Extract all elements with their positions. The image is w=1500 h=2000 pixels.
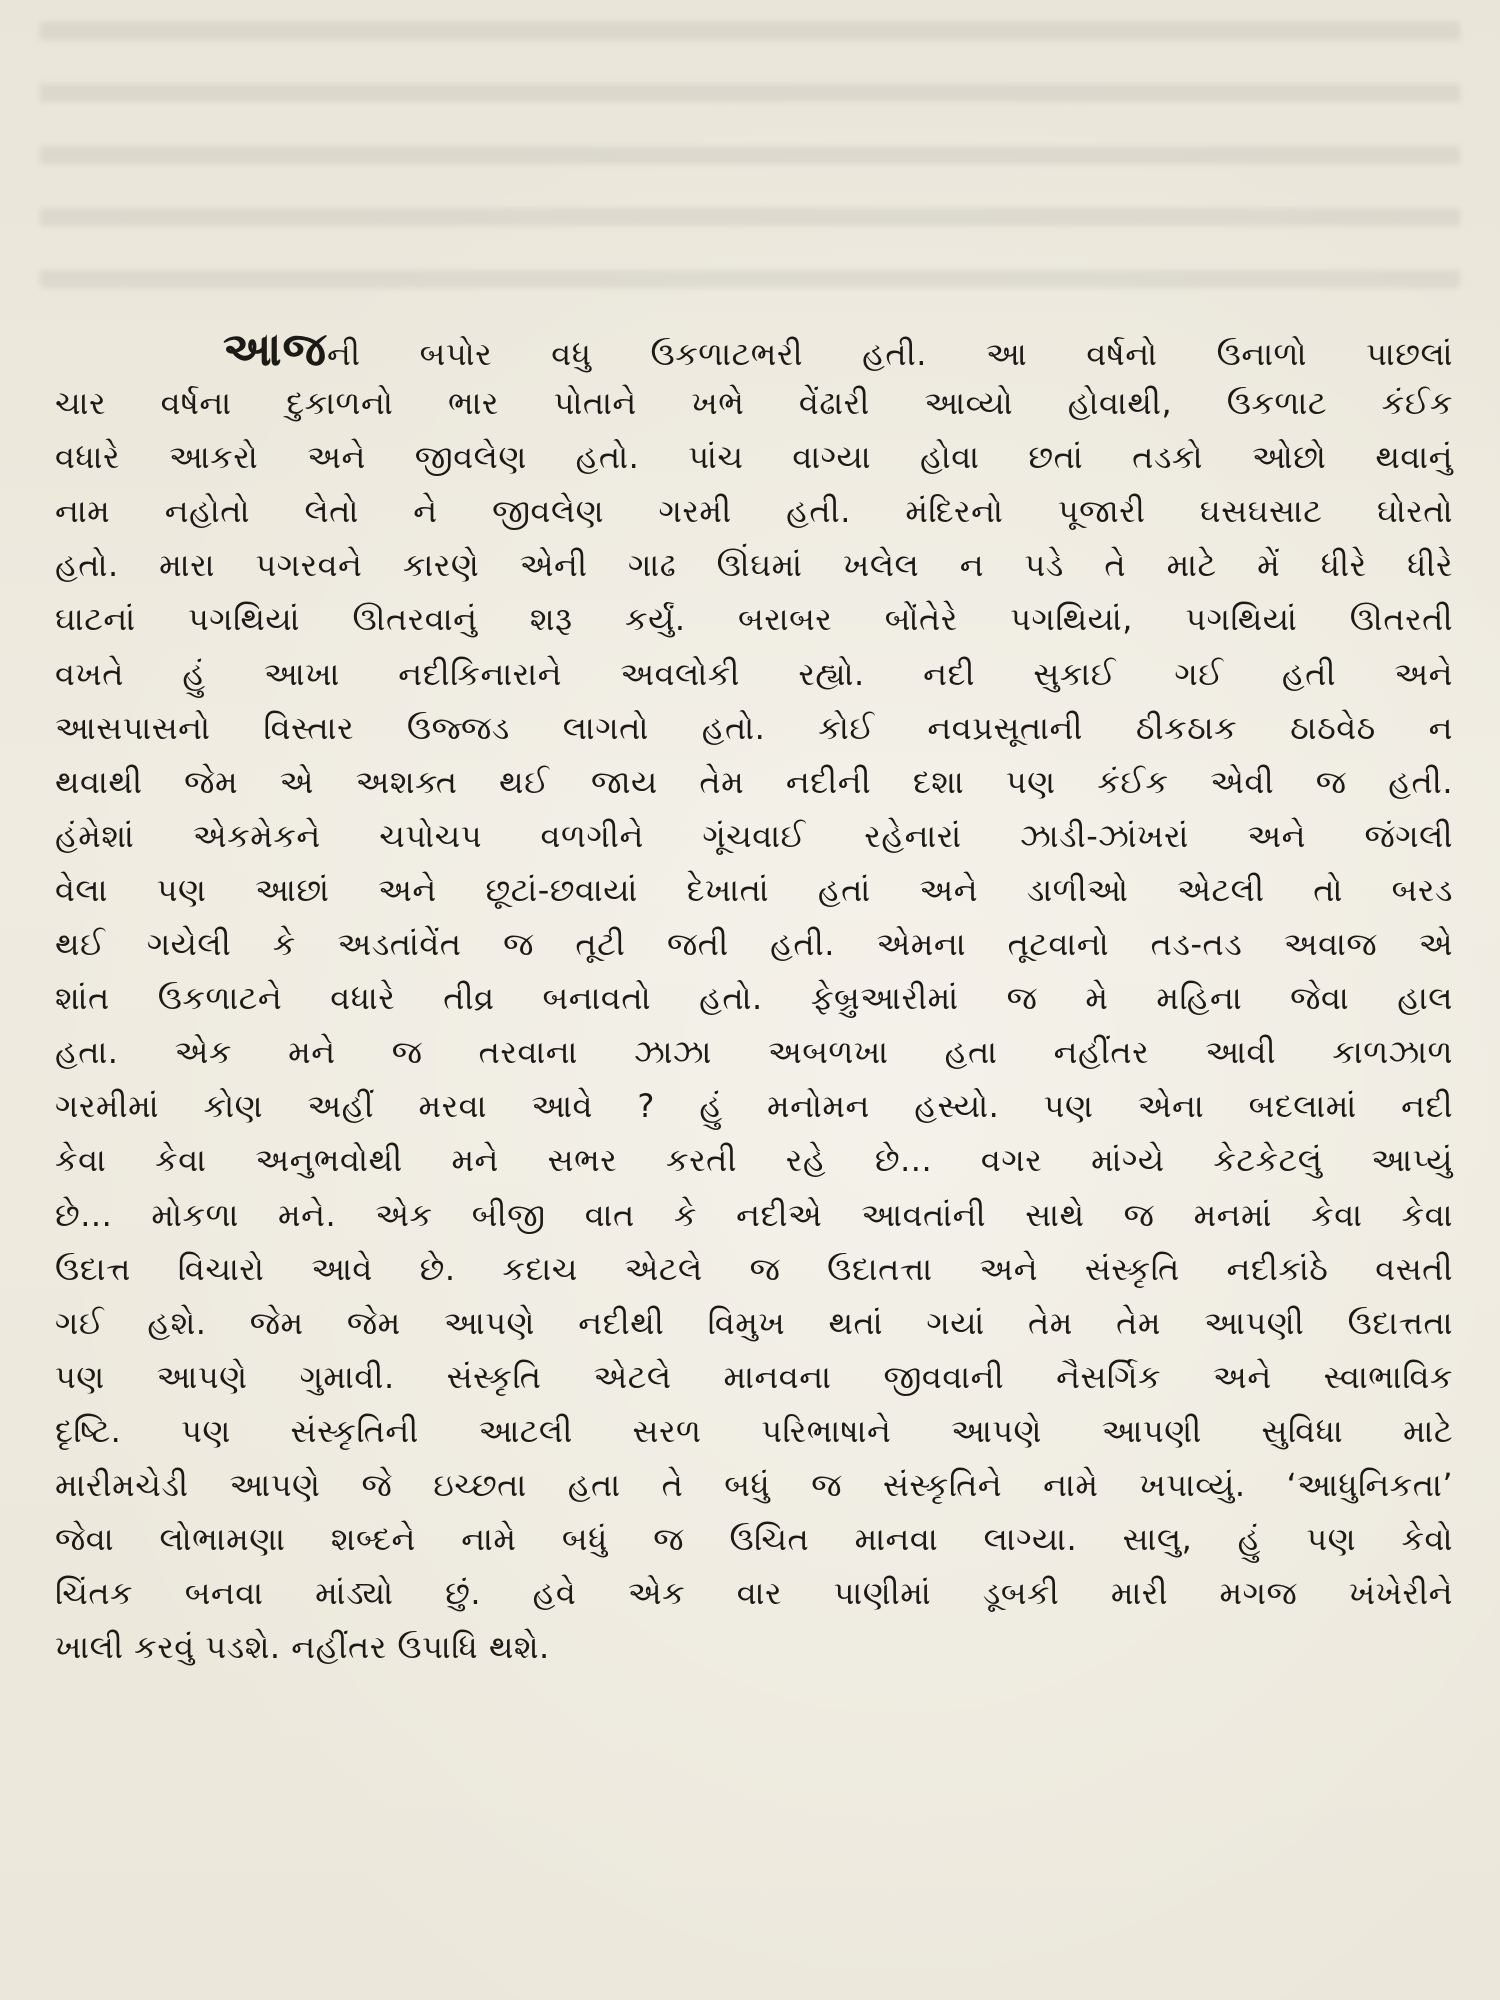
passage-line-23: જેવા લોભામણા શબ્દને નામે બધું જ ઉચિત માનવા લાગ્યા. સાલુ, હું પણ કેવો	[55, 1520, 1453, 1559]
passage-line-24: ચિંતક બનવા માંડ્યો છું. હવે એક વાર પાણીમાં ડૂબકી મારી મગજ ખંખેરીને	[55, 1574, 1453, 1613]
passage-line-8: આસપાસનો વિસ્તાર ઉજ્જડ લાગતો હતો. કોઈ નવપ્રસૂતાની ઠીકઠાક ઠાઠવેઠ ન	[55, 708, 1453, 747]
passage-line-18: ઉદાત્ત વિચારો આવે છે. કદાચ એટલે જ ઉદાતત્તા અને સંસ્કૃતિ નદીકાંઠે વસતી	[55, 1249, 1453, 1288]
opening-word: આજ	[223, 322, 328, 376]
passage-line-19: ગઈ હશે. જેમ જેમ આપણે નદીથી વિમુખ થતાં ગયાં તેમ તેમ આપણી ઉદાત્તતા	[55, 1303, 1453, 1342]
passage-line-13: શાંત ઉકળાટને વધારે તીવ્ર બનાવતો હતો. ફેબ્રુઆરીમાં જ મે મહિના જેવા હાલ	[55, 979, 1453, 1018]
story-passage	[55, 322, 1453, 1674]
passage-line-22: મારીમચેડી આપણે જે ઇચ્છતા હતા તે બધું જ સંસ્કૃતિને નામે ખપાવ્યું. ‘આધુનિકતા’	[55, 1465, 1453, 1504]
passage-line-14: હતા. એક મને જ તરવાના ઝાઝા અબળખા હતા નહીંતર આવી કાળઝાળ	[55, 1033, 1453, 1072]
passage-line-6: ઘાટનાં પગથિયાં ઊતરવાનું શરૂ કર્યું. બરાબર બોંતેરે પગથિયાં, પગથિયાં ઊતરતી	[55, 600, 1453, 639]
passage-line-2: ચાર વર્ષના દુકાળનો ભાર પોતાને ખભે વેંઢારી આવ્યો હોવાથી, ઉકળાટ કંઈક	[55, 384, 1453, 423]
passage-line-10: હંમેશાં એકમેકને ચપોચપ વળગીને ગૂંચવાઈ રહેનારાં ઝાડી-ઝાંખરાં અને જંગલી	[55, 816, 1453, 855]
passage-line-17: છે... મોકળા મને. એક બીજી વાત કે નદીએ આવતાંની સાથે જ મનમાં કેવા કેવા	[55, 1195, 1453, 1234]
passage-line-5: હતો. મારા પગરવને કારણે એની ગાઢ ઊંઘમાં ખલેલ ન પડે તે માટે મેં ધીરે ધીરે	[55, 546, 1453, 585]
passage-line-21: દૃષ્ટિ. પણ સંસ્કૃતિની આટલી સરળ પરિભાષાને આપણે આપણી સુવિધા માટે	[55, 1411, 1453, 1450]
passage-line-15: ગરમીમાં કોણ અહીં મરવા આવે ? હું મનોમન હસ્યો. પણ એના બદલામાં નદી	[55, 1087, 1453, 1126]
passage-line-7: વખતે હું આખા નદીકિનારાને અવલોકી રહ્યો. નદી સુકાઈ ગઈ હતી અને	[55, 654, 1453, 693]
passage-line-12: થઈ ગયેલી કે અડતાંવેંત જ તૂટી જતી હતી. એમના તૂટવાનો તડ-તડ અવાજ એ	[55, 925, 1453, 964]
passage-line-9: થવાથી જેમ એ અશક્ત થઈ જાય તેમ નદીની દશા પણ કંઈક એવી જ હતી.	[55, 762, 1453, 801]
passage-line-3: વધારે આકરો અને જીવલેણ હતો. પાંચ વાગ્યા હોવા છતાં તડકો ઓછો થવાનું	[55, 438, 1453, 477]
show-through-text	[40, 0, 1460, 300]
passage-line-25: ખાલી કરવું પડશે. નહીંતર ઉપાધિ થશે.	[55, 1628, 550, 1667]
passage-line-1: આજની બપોર વધુ ઉકળાટભરી હતી. આ વર્ષનો ઉનાળો પાછલાં	[223, 322, 1453, 376]
passage-line-11: વેલા પણ આછાં અને છૂટાં-છવાયાં દેખાતાં હતાં અને ડાળીઓ એટલી તો બરડ	[55, 870, 1453, 909]
passage-line-4: નામ નહોતો લેતો ને જીવલેણ ગરમી હતી. મંદિરનો પૂજારી ઘસઘસાટ ઘોરતો	[55, 492, 1453, 531]
passage-line-16: કેવા કેવા અનુભવોથી મને સભર કરતી રહે છે... વગર માંગ્યે કેટકેટલું આપ્યું	[55, 1141, 1453, 1180]
passage-line-20: પણ આપણે ગુમાવી. સંસ્કૃતિ એટલે માનવના જીવવાની નૈસર્ગિક અને સ્વાભાવિક	[55, 1357, 1453, 1396]
